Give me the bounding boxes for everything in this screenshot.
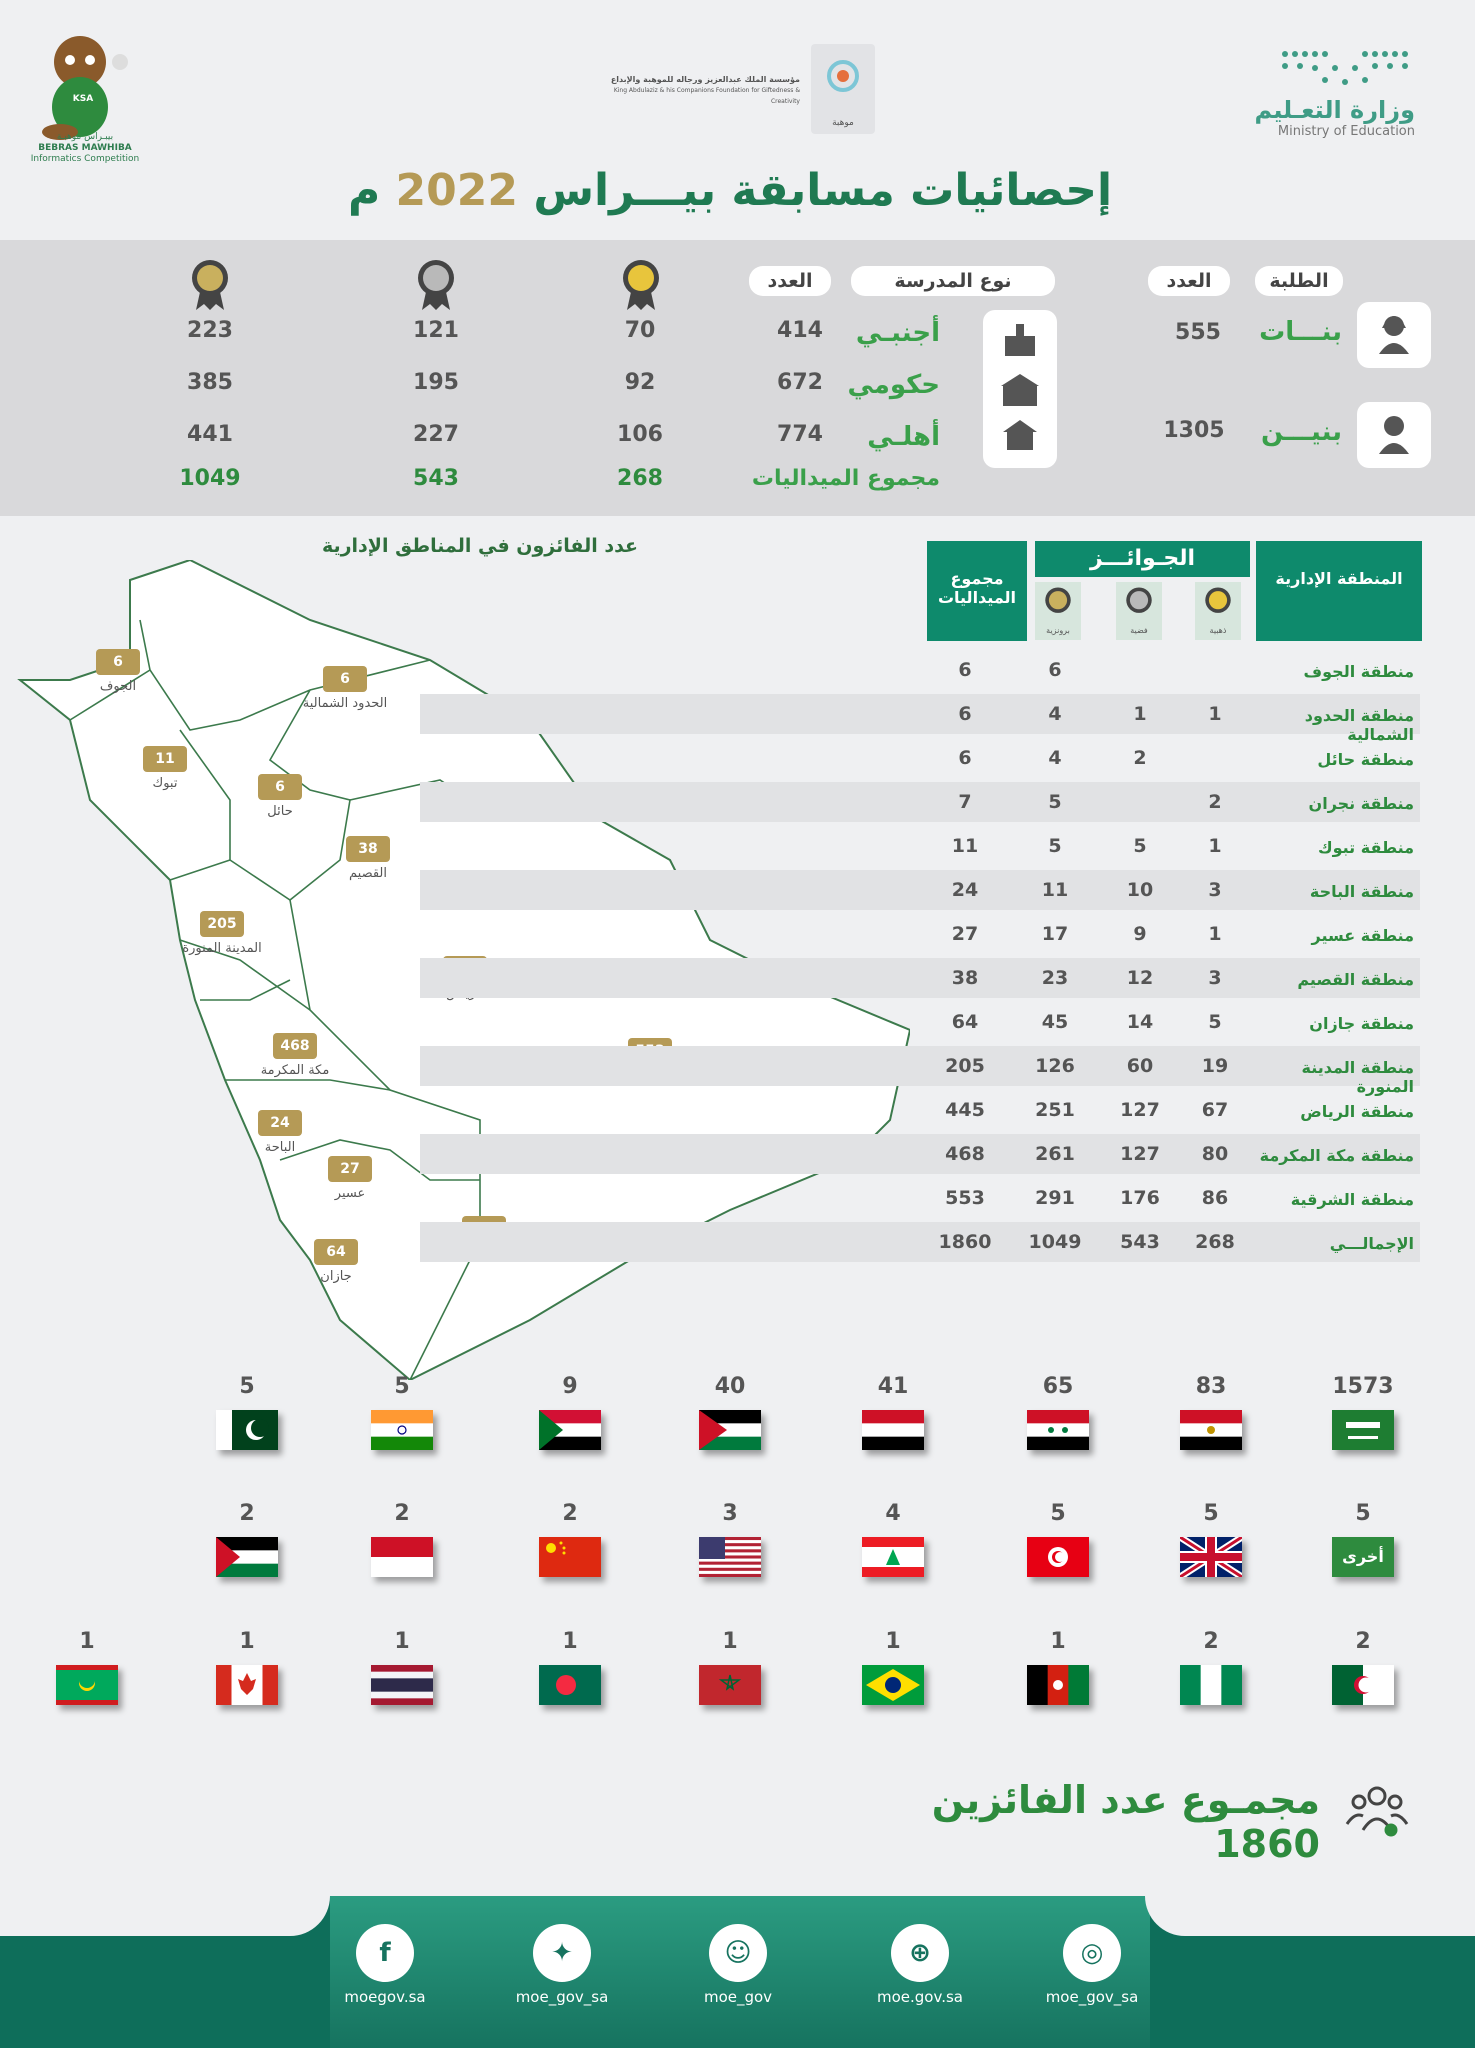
total-winners [820,1778,1320,1866]
region-name: منطقة حائل [1317,750,1414,769]
nationality-count: 5 [1050,1501,1066,1526]
bronze-count: 126 [1035,1055,1075,1077]
social-link-label[interactable]: moe_gov_sa [515,1988,609,2006]
bronze-count: 261 [1035,1143,1075,1165]
silver-count: 543 [1120,1231,1160,1253]
flag-bangladesh-icon [539,1665,601,1705]
bronze-column-label: برونزية [1046,626,1070,635]
bronze-medal-icon [188,256,232,312]
boys-label: بنيـــن [1260,417,1342,447]
region-name: منطقة الباحة [1309,882,1414,901]
nationality-count: 2 [394,1501,410,1526]
flag-pakistan-icon [216,1410,278,1450]
table-prizes-header: الجـوائـــز [1035,541,1250,577]
total-winners-value: 1860 [1214,1822,1320,1866]
map-region-name: المدينة المنورة [182,941,262,956]
silver-count: 176 [1120,1187,1160,1209]
bronze-count: 291 [1035,1187,1075,1209]
bebras-name-ar: بيبـراس موهبـة [56,132,114,142]
silver-count: 2 [1133,747,1147,769]
medals-total-label: مجموع الميداليات [751,466,940,491]
nationality-count: 65 [1042,1374,1074,1399]
gold-count: 67 [1201,1099,1229,1121]
total-count: 24 [951,879,979,901]
flag-united-kingdom-icon [1180,1537,1242,1577]
total-count: 6 [958,747,972,769]
region-name: منطقة القصيم [1297,970,1414,989]
table-row [420,958,1420,998]
nationality-count: 41 [877,1374,909,1399]
map-region-value: 24 [258,1110,302,1136]
total-count: 27 [951,923,979,945]
social-link-label[interactable]: moe.gov.sa [877,1988,963,2006]
private-bronze: 441 [187,422,233,447]
gold-count: 2 [1208,791,1222,813]
table-row [420,650,1420,690]
gold-count: 80 [1201,1143,1229,1165]
nationality-count: 5 [394,1374,410,1399]
silver-count: 127 [1120,1099,1160,1121]
bronze-count: 251 [1035,1099,1075,1121]
bronze-count: 1049 [1028,1231,1082,1253]
silver-count: 60 [1126,1055,1154,1077]
table-row [420,1222,1420,1262]
bebras-caption [30,132,140,165]
bronze-count: 5 [1048,791,1062,813]
bronze-count: 23 [1041,967,1069,989]
table-row [420,914,1420,954]
table-row [420,1134,1420,1174]
social-link[interactable] [320,1896,450,2006]
flag-china-icon [539,1537,601,1577]
nationality-count: 2 [1355,1629,1371,1654]
region-name: منطقة جازان [1309,1014,1414,1033]
table-region-header: المنطقة الإدارية [1256,541,1422,641]
total-silver: 543 [413,466,459,491]
footer-curve-left [0,1896,330,1936]
total-count: 6 [958,659,972,681]
ksa-badge: KSA [72,94,94,104]
region-name: منطقة نجران [1308,794,1414,813]
gold-count: 3 [1208,879,1222,901]
flag-yemen-icon [862,1410,924,1450]
mawhiba-name-en: King Abdulaziz & his Companions Foundation for Giftedness & Creativity [613,87,800,105]
silver-count: 5 [1133,835,1147,857]
mawhiba-name-ar: مؤسسة الملك عبدالعزيز ورجاله للموهبة والإبداع [610,75,800,84]
bronze-count: 5 [1048,835,1062,857]
flag-brazil-icon [862,1665,924,1705]
flag-afghanistan-icon [1027,1665,1089,1705]
map-region-name: مكة المكرمة [260,1063,330,1078]
region-name: منطقة مكة المكرمة [1259,1146,1414,1165]
total-count: 11 [951,835,979,857]
school-row-foreign-label: أجنبـي [855,318,940,348]
title-main: إحصائيات مسابقة بيـــراس [533,165,1113,216]
public-silver: 195 [413,370,459,395]
school-row-public-count: 672 [777,370,823,395]
nationality-count: 2 [239,1501,255,1526]
nationality-count: 5 [1355,1501,1371,1526]
nationality-count: 1 [239,1629,255,1654]
flag-indonesia-icon [371,1537,433,1577]
silver-count: 10 [1126,879,1154,901]
gold-medal-icon [619,256,663,312]
private-silver: 227 [413,422,459,447]
map-region-value: 6 [96,649,140,675]
girl-icon [1357,302,1431,368]
foreign-bronze: 223 [187,318,233,343]
total-count: 1860 [938,1231,992,1253]
total-count: 553 [945,1187,985,1209]
nationality-count: 1 [562,1629,578,1654]
flag-jordan-icon [699,1410,761,1450]
bebras-subtitle: Informatics Competition [30,154,140,164]
total-winners-label: مجمـوع عدد الفائزين [931,1778,1320,1822]
social-link[interactable] [1027,1896,1157,2006]
total-count: 205 [945,1055,985,1077]
title-year: 2022 [395,165,518,216]
instagram-icon[interactable]: ◎ [1063,1924,1121,1982]
gold-count: 86 [1201,1187,1229,1209]
bronze-count: 6 [1048,659,1062,681]
social-link[interactable] [855,1896,985,2006]
region-name: منطقة الحدود الشمالية [1304,706,1414,744]
silver-column-label: فضية [1130,626,1148,635]
students-header: الطلبة [1255,266,1343,296]
flag-syria-icon [1027,1410,1089,1450]
total-count: 6 [958,703,972,725]
map-region-value: 205 [200,911,244,937]
map-title: عدد الفائزون في المناطق الإدارية [321,535,639,557]
social-link-label[interactable]: moegov.sa [344,1988,426,2006]
school-count-header: العدد [749,266,831,296]
map-region-name: الحدود الشمالية [302,696,388,711]
facebook-icon[interactable]: f [356,1924,414,1982]
school-row-foreign-count: 414 [777,318,823,343]
total-gold: 268 [617,466,663,491]
map-region-name: تبوك [152,776,178,791]
mawhiba-icon [811,44,875,134]
total-count: 7 [958,791,972,813]
silver-count: 12 [1126,967,1154,989]
twitter-icon[interactable]: ✦ [533,1924,591,1982]
nationality-count: 1 [79,1629,95,1654]
flag-thailand-icon [371,1665,433,1705]
school-icons [983,310,1057,468]
region-name: منطقة تبوك [1317,838,1414,857]
moe-name-en: Ministry of Education [1277,124,1415,139]
flag-united-states-icon [699,1537,761,1577]
public-bronze: 385 [187,370,233,395]
table-row [420,738,1420,778]
girls-count: 555 [1175,320,1221,345]
table-row [420,826,1420,866]
total-count: 38 [951,967,979,989]
gold-count: 5 [1208,1011,1222,1033]
map-region-value: 11 [143,746,187,772]
flag-lebanon-icon [862,1537,924,1577]
table-row [420,782,1420,822]
silver-count: 9 [1133,923,1147,945]
boy-icon [1357,402,1431,468]
school-type-header: نوع المدرسة [851,266,1055,296]
silver-count: 14 [1126,1011,1154,1033]
boys-count: 1305 [1163,418,1225,443]
map-region-name: القصيم [349,866,387,881]
page-title [330,165,1130,216]
table-row [420,1002,1420,1042]
table-row [420,870,1420,910]
flag-canada-icon [216,1665,278,1705]
nationality-count: 1573 [1332,1374,1394,1399]
nationality-count: 40 [714,1374,746,1399]
foreign-gold: 70 [624,318,656,343]
nationality-count: 4 [885,1501,901,1526]
map-region-name: الجوف [99,679,137,694]
gold-count: 1 [1208,923,1222,945]
region-name: منطقة الشرقية [1290,1190,1414,1209]
map-region-value: 468 [273,1033,317,1059]
bronze-count: 17 [1041,923,1069,945]
bebras-name-en: BEBRAS MAWHIBA [38,143,132,153]
girls-label: بنـــات [1259,317,1342,347]
table-row [420,1178,1420,1218]
flag-morocco-icon [699,1665,761,1705]
map-region-name: الباحة [264,1140,296,1155]
silver-count: 127 [1120,1143,1160,1165]
flag-nigeria-icon [1180,1665,1242,1705]
bronze-count: 4 [1048,747,1062,769]
map-region-value: 6 [323,666,367,692]
nationality-count: 1 [394,1629,410,1654]
mawhiba-short: موهبة [832,118,854,128]
total-count: 468 [945,1143,985,1165]
moe-dots-icon [1275,46,1415,90]
map-region-value: 38 [346,836,390,862]
nationality-count: 1 [1050,1629,1066,1654]
silver-column-header [1116,582,1162,640]
region-name: منطقة الجوف [1303,662,1414,681]
bronze-column-header [1035,582,1081,640]
school-row-private-count: 774 [777,422,823,447]
nationality-count: 2 [1203,1629,1219,1654]
school-row-public-label: حكومي [847,370,940,400]
map-region-value: 27 [328,1156,372,1182]
nationality-count: 2 [562,1501,578,1526]
bronze-count: 45 [1041,1011,1069,1033]
region-name: منطقة الرياض [1300,1102,1414,1121]
private-gold: 106 [617,422,663,447]
map-region-name: عسير [334,1186,366,1201]
flag-india-icon [371,1410,433,1450]
silver-count: 1 [1133,703,1147,725]
total-count: 64 [951,1011,979,1033]
people-group-icon [1345,1780,1409,1840]
map-region-name: جازان [320,1269,352,1284]
gold-count: 3 [1208,967,1222,989]
gold-count: 1 [1208,703,1222,725]
social-link-label[interactable]: moe_gov_sa [1045,1988,1139,2006]
gold-count: 268 [1195,1231,1235,1253]
snapchat-icon[interactable]: ☺ [709,1924,767,1982]
globe-icon[interactable]: ⊕ [891,1924,949,1982]
social-link-label[interactable]: moe_gov [703,1988,773,2006]
foreign-silver: 121 [413,318,459,343]
flag-saudi-arabia-icon [1332,1410,1394,1450]
table-row [420,1046,1420,1096]
silver-medal-icon [414,256,458,312]
other-nationalities-label: أخرى [1342,1547,1384,1566]
region-name: منطقة المدينة المنورة [1301,1058,1414,1096]
nationality-count: 5 [1203,1501,1219,1526]
moe-name-ar: وزارة التعـليم [1254,96,1415,124]
map-region-name: حائل [267,804,293,819]
table-total-header: مجموع الميداليات [927,541,1027,641]
region-name: الإجمالـــي [1329,1234,1414,1253]
gold-column-header [1195,582,1241,640]
public-gold: 92 [624,370,656,395]
nationality-count: 83 [1195,1374,1227,1399]
flag-palestine-icon [216,1537,278,1577]
region-name: منطقة عسير [1311,926,1414,945]
social-link[interactable] [673,1896,803,2006]
flag-sudan-icon [539,1410,601,1450]
total-bronze: 1049 [179,466,241,491]
flag-tunisia-icon [1027,1537,1089,1577]
bronze-count: 4 [1048,703,1062,725]
map-region-value: 6 [258,774,302,800]
table-row [420,1090,1420,1130]
gold-column-label: ذهبية [1209,626,1227,635]
nationality-count: 9 [562,1374,578,1399]
gold-count: 19 [1201,1055,1229,1077]
title-suffix: م [347,165,381,216]
table-row [420,694,1420,744]
nationality-count: 3 [722,1501,738,1526]
school-row-private-label: أهلـي [867,422,940,452]
flag-algeria-icon [1332,1665,1394,1705]
gold-count: 1 [1208,835,1222,857]
flag-mauritania-icon [56,1665,118,1705]
mawhiba-logo [590,44,875,134]
nationality-count: 1 [722,1629,738,1654]
flag-other-icon [1332,1537,1394,1577]
moe-logo [1205,46,1415,156]
total-count: 445 [945,1099,985,1121]
social-link[interactable] [497,1896,627,2006]
nationality-count: 5 [239,1374,255,1399]
map-region-value: 64 [314,1239,358,1265]
footer-curve-right [1145,1896,1475,1936]
students-count-header: العدد [1148,266,1230,296]
flag-egypt-icon [1180,1410,1242,1450]
nationality-count: 1 [885,1629,901,1654]
bronze-count: 11 [1041,879,1069,901]
